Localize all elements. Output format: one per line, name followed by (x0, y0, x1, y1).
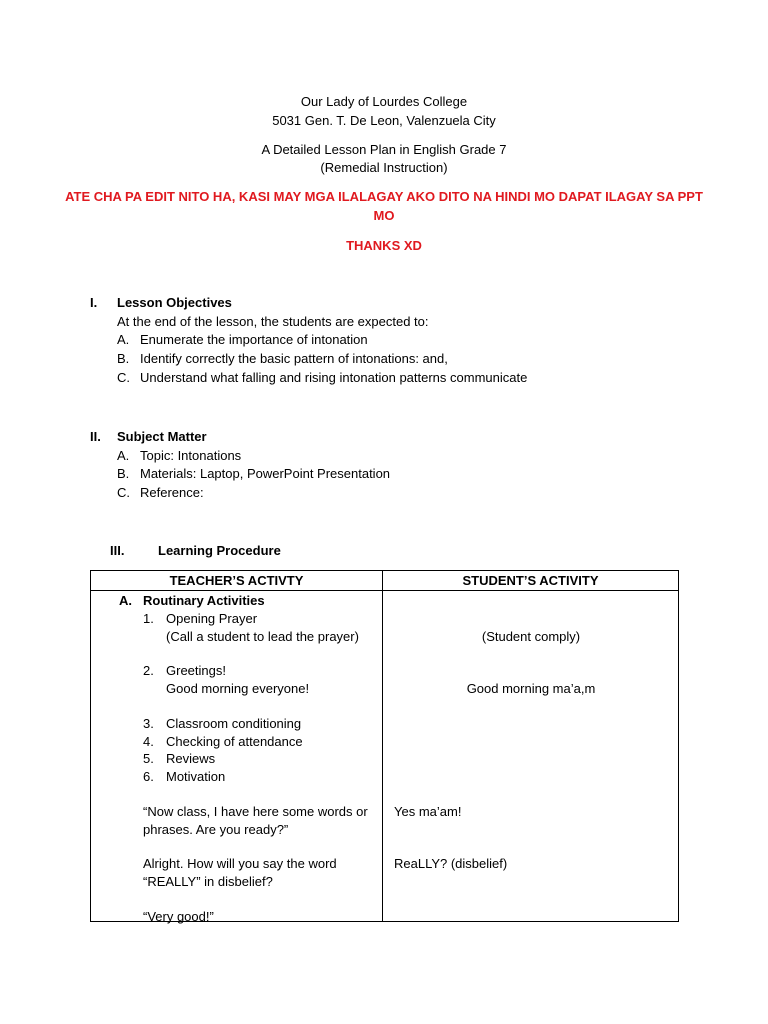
routinary-title: Routinary Activities (143, 593, 265, 608)
routine-text: Motivation (166, 769, 226, 784)
subject-letter: A. (117, 448, 130, 463)
student-yes: Yes ma’am! (394, 804, 462, 819)
section-1-title: Lesson Objectives (117, 295, 232, 310)
note-line-2: MO (373, 208, 395, 223)
opening-note: (Call a student to lead the prayer) (166, 629, 359, 644)
student-activity-cell (383, 591, 679, 922)
greet-line: Good morning everyone! (166, 681, 310, 696)
subject-letter: B. (117, 466, 130, 481)
section-2-title: Subject Matter (117, 429, 207, 444)
section-2-number: II. (90, 429, 101, 444)
teacher-quote-1b: phrases. Are you ready?” (143, 822, 289, 837)
school-name: Our Lady of Lourdes College (300, 94, 468, 109)
teacher-quote-2a: Alright. How will you say the word (143, 856, 337, 871)
teacher-activity-cell (91, 591, 383, 922)
routine-number: 6. (143, 769, 154, 784)
student-really: ReaLLY? (disbelief) (394, 856, 508, 871)
school-address: 5031 Gen. T. De Leon, Valenzuela City (272, 113, 496, 128)
subject-text: Materials: Laptop, PowerPoint Presentation (140, 466, 391, 481)
section-1-number: I. (90, 295, 98, 310)
teacher-quote-2b: “REALLY” in disbelief? (143, 874, 273, 889)
note-thanks: THANKS XD (346, 238, 422, 253)
plan-subtitle: (Remedial Instruction) (320, 160, 448, 175)
section-3-number: III. (110, 543, 125, 558)
routine-number: 4. (143, 734, 154, 749)
greet-number: 2. (143, 663, 154, 678)
objective-text: Understand what falling and rising intonation patterns communicate (140, 370, 528, 385)
opening-number: 1. (143, 611, 154, 626)
objective-letter: C. (117, 370, 130, 385)
routine-number: 3. (143, 716, 154, 731)
routine-text: Classroom conditioning (166, 716, 302, 731)
plan-title: A Detailed Lesson Plan in English Grade 7 (261, 142, 507, 157)
routine-text: Reviews (166, 751, 216, 766)
note-line-1: ATE CHA PA EDIT NITO HA, KASI MAY MGA ILALAGAY AKO DITO NA HINDI MO DAPAT ILAGAY SA PPT (65, 189, 703, 204)
section-1-intro: At the end of the lesson, the students are expected to: (117, 314, 429, 329)
student-activity-header: STUDENT’S ACTIVITY (383, 571, 679, 591)
routine-text: Checking of attendance (166, 734, 303, 749)
objective-text: Enumerate the importance of intonation (140, 332, 368, 347)
objective-text: Identify correctly the basic pattern of intonations: and, (140, 351, 448, 366)
student-greeting: Good morning ma’a,m (466, 681, 596, 696)
routine-number: 5. (143, 751, 154, 766)
objective-letter: B. (117, 351, 130, 366)
routinary-letter: A. (119, 593, 132, 608)
section-3-title: Learning Procedure (158, 543, 281, 558)
teacher-quote-1a: “Now class, I have here some words or (143, 804, 368, 819)
subject-letter: C. (117, 485, 130, 500)
subject-text: Reference: (140, 485, 204, 500)
opening-title: Opening Prayer (166, 611, 258, 626)
procedure-table (90, 570, 679, 922)
greet-title: Greetings! (166, 663, 226, 678)
subject-text: Topic: Intonations (140, 448, 242, 463)
objective-letter: A. (117, 332, 130, 347)
teacher-quote-3: “Very good!” (143, 909, 214, 924)
teacher-activity-header: TEACHER’S ACTIVTY (91, 571, 383, 591)
student-comply: (Student comply) (481, 629, 581, 644)
objective-item (117, 332, 129, 347)
